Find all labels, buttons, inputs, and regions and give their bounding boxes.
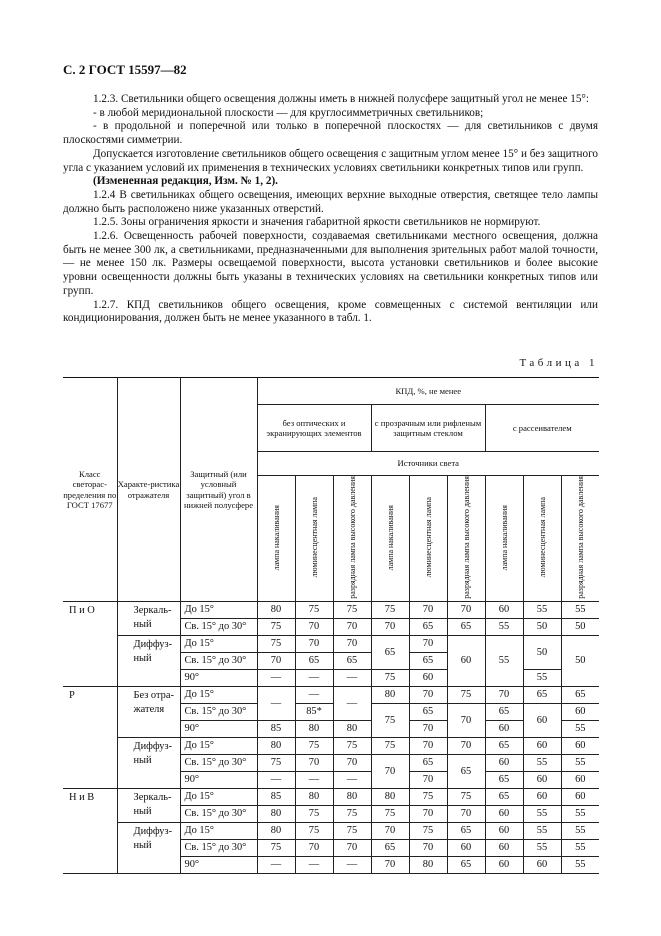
reflector-cell: Диффуз-ный <box>117 738 180 789</box>
table-cell: 65 <box>409 619 447 636</box>
table-cell: 55 <box>561 721 599 738</box>
table-cell: 65 <box>485 772 523 789</box>
table-cell: 65 <box>447 755 485 789</box>
table-cell: 90° <box>180 721 257 738</box>
reflector-cell: Диффуз-ный <box>117 636 180 687</box>
table-cell: 70 <box>257 653 295 670</box>
table-cell: — <box>257 857 295 874</box>
table-cell: лампа накаливания <box>271 504 281 571</box>
table-cell: 75 <box>333 602 371 619</box>
table-cell: До 15° <box>180 823 257 840</box>
table-cell: 70 <box>371 619 409 636</box>
table-cell: Св. 15° до 30° <box>180 755 257 772</box>
table-cell: люминесцентная лампа <box>423 497 433 578</box>
header-lamp-incandescent <box>257 476 295 602</box>
table-cell: 65 <box>485 704 523 721</box>
table-cell: 80 <box>371 789 409 806</box>
table-cell: 65 <box>333 653 371 670</box>
table-cell: 50 <box>561 636 599 687</box>
table-cell: 70 <box>447 806 485 823</box>
header-lamp-hid <box>333 476 371 602</box>
class-cell: П и О <box>63 602 117 687</box>
header-lamp-fluorescent <box>409 476 447 602</box>
table-cell: 60 <box>447 840 485 857</box>
table-cell: 55 <box>561 806 599 823</box>
table-cell: До 15° <box>180 789 257 806</box>
table-cell: — <box>333 687 371 721</box>
table-row <box>63 789 599 806</box>
table-cell: 55 <box>523 840 561 857</box>
class-cell: Р <box>63 687 117 789</box>
table-cell: 75 <box>409 789 447 806</box>
reflector-cell: Без отра-жателя <box>117 687 180 738</box>
reflector-cell: Зеркаль-ный <box>117 602 180 636</box>
table-cell: 75 <box>371 806 409 823</box>
table-cell: 70 <box>409 772 447 789</box>
table-cell: 65 <box>523 687 561 704</box>
table-cell: 60 <box>485 840 523 857</box>
table-cell: 60 <box>485 806 523 823</box>
table-cell: 75 <box>371 602 409 619</box>
table-cell: 60 <box>561 738 599 755</box>
table-cell: 70 <box>409 636 447 653</box>
table-cell: 65 <box>447 619 485 636</box>
table-cell: 85 <box>257 789 295 806</box>
table-cell: 55 <box>523 806 561 823</box>
table-cell: 65 <box>485 789 523 806</box>
table-row <box>63 687 599 704</box>
table-cell: 70 <box>333 619 371 636</box>
header-lamp-incandescent <box>371 476 409 602</box>
table-cell: разрядная лампа высокого давления <box>347 476 357 599</box>
table-cell: 75 <box>333 806 371 823</box>
table-cell: 50 <box>561 619 599 636</box>
table-cell: 70 <box>447 738 485 755</box>
table-cell: — <box>333 670 371 687</box>
table-cell: 70 <box>371 857 409 874</box>
table-cell: 60 <box>523 789 561 806</box>
table-cell: 85* <box>295 704 333 721</box>
table-cell: 75 <box>409 823 447 840</box>
table-cell: разрядная лампа высокого давления <box>461 476 471 599</box>
header-kpd: КПД, %, не менее <box>257 378 599 405</box>
table-cell: — <box>333 857 371 874</box>
table-cell: 75 <box>371 704 409 738</box>
table-cell: 75 <box>295 823 333 840</box>
header-lamp-fluorescent <box>523 476 561 602</box>
table-cell: 70 <box>295 755 333 772</box>
paragraph-amendment: (Измененная редакция, Изм. № 1, 2). <box>93 175 278 188</box>
table-cell: — <box>257 670 295 687</box>
table-cell: До 15° <box>180 636 257 653</box>
table-cell: 80 <box>409 857 447 874</box>
table-cell: 80 <box>333 721 371 738</box>
table-cell: 60 <box>485 755 523 772</box>
table-cell: 60 <box>523 857 561 874</box>
table-cell: 75 <box>333 738 371 755</box>
table-cell: — <box>257 772 295 789</box>
table-cell: 60 <box>561 789 599 806</box>
page-header: С. 2 ГОСТ 15597—82 <box>63 62 187 77</box>
table-cell: — <box>295 772 333 789</box>
paragraph-1-2-3: 1.2.3. Светильники общего освещения должны иметь в нижней полусфере защитный угол не менее 15°: <box>93 93 589 105</box>
table-cell: — <box>295 857 333 874</box>
table-cell: 90° <box>180 670 257 687</box>
header-group-no-optics: без оптических и экранирующих элементов <box>257 405 371 452</box>
paragraph-item-2: - в продольной и поперечной или только в поперечной плоскостях — для светильников с двумя плоскостями симметрии. <box>63 120 598 147</box>
table-cell: 75 <box>257 636 295 653</box>
table-row <box>63 636 599 653</box>
table-cell: 50 <box>523 619 561 636</box>
table-cell: 70 <box>295 840 333 857</box>
table-cell: 75 <box>295 738 333 755</box>
table-cell: 75 <box>371 738 409 755</box>
table-cell: 70 <box>409 721 447 738</box>
paragraph-allowance: Допускается изготовление светильников общего освещения с защитным углом менее 15° и без защитного угла с указанием условий их применения в технических условиях светильники конкретных типов или групп. <box>63 147 598 174</box>
paragraph-1-2-7: 1.2.7. КПД светильников общего освещения, кроме совмещенных с системой вентиляции или кондиционирования, должен быть не менее указанного в табл. 1. <box>63 298 598 325</box>
table-cell: — <box>257 687 295 721</box>
table-cell: 80 <box>295 789 333 806</box>
table-cell: 60 <box>485 857 523 874</box>
table-cell: 70 <box>371 823 409 840</box>
table-cell: — <box>333 772 371 789</box>
class-cell: Н и В <box>63 789 117 874</box>
header-reflector: Характе-ристика отражателя <box>117 378 180 602</box>
table-cell: 70 <box>447 704 485 738</box>
table-cell: 60 <box>523 738 561 755</box>
table-cell: 80 <box>333 789 371 806</box>
table-cell: 65 <box>409 653 447 670</box>
table-cell: Св. 15° до 30° <box>180 704 257 721</box>
table-row <box>63 602 599 619</box>
table-cell: — <box>295 687 333 704</box>
header-group-diffuser: с рассеивателем <box>485 405 599 452</box>
table-cell: 70 <box>333 636 371 653</box>
table-cell: 70 <box>371 755 409 789</box>
paragraph-1-2-5: 1.2.5. Зоны ограничения яркости и значения габаритной яркости светильников не нормируют. <box>93 216 541 229</box>
table-cell: 55 <box>561 840 599 857</box>
kpd-table <box>63 377 599 874</box>
table-cell: 75 <box>295 602 333 619</box>
table-cell: 55 <box>523 755 561 772</box>
table-cell: 65 <box>447 857 485 874</box>
table-cell: До 15° <box>180 602 257 619</box>
table-cell: 75 <box>447 789 485 806</box>
table-cell: 90° <box>180 772 257 789</box>
table-caption: Таблица 1 <box>519 357 598 369</box>
header-class: Класс светорас-пределения по ГОСТ 17677 <box>63 378 117 602</box>
table-cell: 80 <box>257 738 295 755</box>
table-cell: 70 <box>409 687 447 704</box>
table-cell: 55 <box>485 619 523 636</box>
table-cell: Св. 15° до 30° <box>180 806 257 823</box>
paragraph-1-2-4: 1.2.4 В светильниках общего освещения, имеющих верхние выходные отверстия, светящее тело лампы должно быть расположено ниже указанных отверстий. <box>63 188 598 215</box>
table-cell: 60 <box>523 772 561 789</box>
table-cell: 75 <box>257 619 295 636</box>
table-cell: 70 <box>447 602 485 619</box>
table-cell: 80 <box>257 602 295 619</box>
header-lamp-fluorescent <box>295 476 333 602</box>
table-cell: 65 <box>409 755 447 772</box>
table-cell: 50 <box>523 636 561 670</box>
header-group-glass: с прозрачным или рифленым защитным стеклом <box>371 405 485 452</box>
table-cell: 70 <box>485 687 523 704</box>
table-cell: 70 <box>333 755 371 772</box>
paragraph-1-2-6: 1.2.6. Освещенность рабочей поверхности, создаваемая светильниками местного освещения, должна быть не менее 300 лк, а светильниками, предназначенными для выполнения зрительных работ малой точности, — не менее 150 лк. Размеры освещаемой поверхности, высота установки светильников и более высокие уровни освещенности должны быть указаны в технических условиях на светильники конкретных типов или групп. <box>63 230 598 297</box>
table-row <box>63 738 599 755</box>
table-cell: 80 <box>257 806 295 823</box>
paragraph-item-1: - в любой меридиональной плоскости — для круглосимметричных светильников; <box>93 106 484 119</box>
table-cell: 65 <box>561 687 599 704</box>
table-cell: 60 <box>561 704 599 721</box>
table-cell: 60 <box>561 772 599 789</box>
table-cell: 70 <box>409 738 447 755</box>
table-cell: Св. 15° до 30° <box>180 619 257 636</box>
header-lamp-hid <box>447 476 485 602</box>
table-cell: Св. 15° до 30° <box>180 653 257 670</box>
table-cell: 55 <box>561 857 599 874</box>
table-cell: — <box>295 670 333 687</box>
table-row <box>63 823 599 840</box>
table-cell: 55 <box>561 602 599 619</box>
reflector-cell: Диффуз-ный <box>117 823 180 874</box>
table-cell: 80 <box>371 687 409 704</box>
table-cell: Св. 15° до 30° <box>180 840 257 857</box>
table-cell: лампа накаливания <box>385 504 395 571</box>
reflector-cell: Зеркаль-ный <box>117 789 180 823</box>
table-cell: 70 <box>409 840 447 857</box>
table-cell: 75 <box>257 840 295 857</box>
table-cell: 75 <box>295 806 333 823</box>
table-cell: 65 <box>371 840 409 857</box>
table-cell: 70 <box>295 619 333 636</box>
table-cell: 65 <box>447 823 485 840</box>
table-cell: 60 <box>447 636 485 687</box>
table-cell: 90° <box>180 857 257 874</box>
header-lamp-incandescent <box>485 476 523 602</box>
table-cell: 80 <box>295 721 333 738</box>
table-cell: 60 <box>485 602 523 619</box>
table-cell: 80 <box>257 823 295 840</box>
table-cell: 85 <box>257 721 295 738</box>
table-cell: люминесцентная лампа <box>537 497 547 578</box>
header-sources: Источники света <box>257 452 599 476</box>
table-cell: 75 <box>333 823 371 840</box>
table-cell: 55 <box>523 602 561 619</box>
table-cell: 65 <box>295 653 333 670</box>
table-cell: 55 <box>485 636 523 687</box>
table-cell: 65 <box>371 636 409 670</box>
table-cell: 70 <box>333 840 371 857</box>
table-cell: 65 <box>409 704 447 721</box>
table-cell: 60 <box>409 670 447 687</box>
table-cell: 55 <box>561 755 599 772</box>
table-cell: До 15° <box>180 738 257 755</box>
table-cell: 60 <box>523 704 561 738</box>
header-lamp-hid <box>561 476 599 602</box>
table-cell: 75 <box>371 670 409 687</box>
table-cell: До 15° <box>180 687 257 704</box>
table-cell: 75 <box>447 687 485 704</box>
table-cell: 70 <box>409 806 447 823</box>
table-cell: лампа накаливания <box>499 504 509 571</box>
table-cell: 55 <box>523 823 561 840</box>
table-cell: 55 <box>523 670 561 687</box>
table-cell: 75 <box>257 755 295 772</box>
table-cell: 55 <box>561 823 599 840</box>
table-cell: разрядная лампа высокого давления <box>575 476 585 599</box>
header-angle: Защитный (или условный защитный) угол в нижней полусфере <box>180 378 257 602</box>
table-cell: 70 <box>409 602 447 619</box>
table-cell: 60 <box>485 823 523 840</box>
table-cell: люминесцентная лампа <box>309 497 319 578</box>
body-text <box>63 93 598 326</box>
table-cell: 65 <box>485 738 523 755</box>
table-cell: 60 <box>485 721 523 738</box>
table-cell: 70 <box>295 636 333 653</box>
